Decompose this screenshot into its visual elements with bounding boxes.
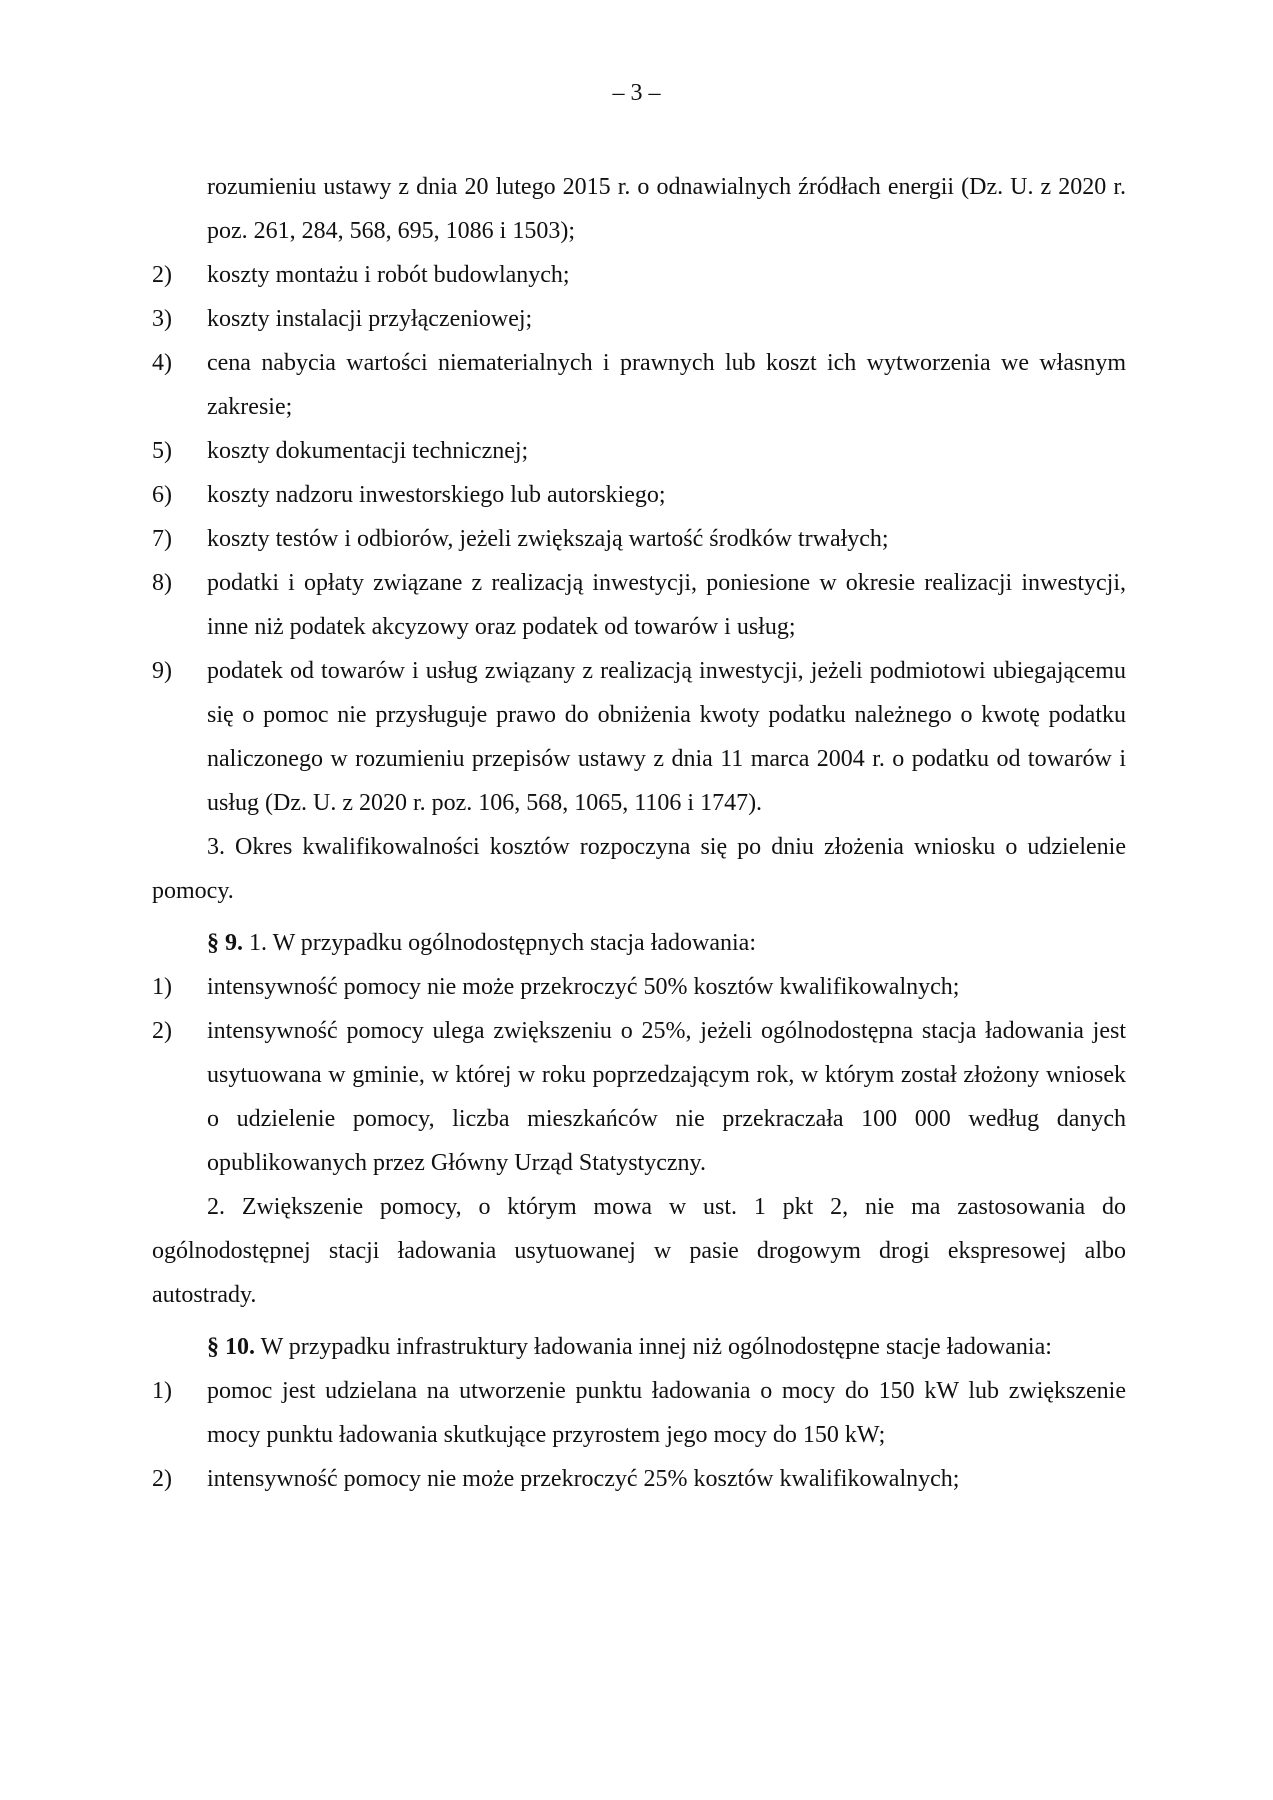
list-item xyxy=(152,1457,1126,1501)
document-body xyxy=(152,165,1126,1501)
list-item xyxy=(152,1009,1126,1185)
list-item-text: intensywność pomocy ulega zwiększeniu o 25%, jeżeli ogólnodostępna stacja ładowania jest usytuowana w gminie, w której w roku poprzedzającym rok, w którym został złożony wniosek o udzielenie pomocy, liczba mieszkańców nie przekraczała 100 000 według danych opublikowanych przez Główny Urząd Statystyczny. xyxy=(207,1018,1126,1176)
list-item-continuation: rozumieniu ustawy z dnia 20 lutego 2015 r. o odnawialnych źródłach energii (Dz. U. z 2020 r. poz. 261, 284, 568, 695, 1086 i 1503); xyxy=(207,174,1126,244)
list-item xyxy=(152,473,1126,517)
list-item-number: 1) xyxy=(152,1378,172,1404)
list-item-text: pomoc jest udzielana na utworzenie punktu ładowania o mocy do 150 kW lub zwiększenie mocy punktu ładowania skutkujące przyrostem jego mocy do 150 kW; xyxy=(207,1378,1126,1448)
list-item xyxy=(152,1369,1126,1457)
list-item xyxy=(152,561,1126,649)
section-10-label: § 10. xyxy=(207,1334,255,1360)
list-item xyxy=(152,429,1126,473)
section-10-heading xyxy=(152,1325,1126,1369)
list-item-number: 8) xyxy=(152,570,172,596)
list-item-number: 6) xyxy=(152,482,172,508)
list-item-text: intensywność pomocy nie może przekroczyć 25% kosztów kwalifikowalnych; xyxy=(207,1466,960,1492)
list-item-text: intensywność pomocy nie może przekroczyć 50% kosztów kwalifikowalnych; xyxy=(207,974,960,1000)
list-item xyxy=(152,341,1126,429)
list-item xyxy=(152,253,1126,297)
list-item-text: cena nabycia wartości niematerialnych i prawnych lub koszt ich wytworzenia we własnym zakresie; xyxy=(207,350,1126,420)
list-item-number: 3) xyxy=(152,306,172,332)
paragraph-3: 3. Okres kwalifikowalności kosztów rozpoczyna się po dniu złożenia wniosku o udzielenie pomocy. xyxy=(152,834,1126,904)
list-item-text: koszty instalacji przyłączeniowej; xyxy=(207,306,533,332)
list-item-number: 5) xyxy=(152,438,172,464)
list-item-text: koszty dokumentacji technicznej; xyxy=(207,438,529,464)
list-item-text: koszty testów i odbiorów, jeżeli zwiększają wartość środków trwałych; xyxy=(207,526,889,552)
section-9-heading xyxy=(152,921,1126,965)
list-item-number: 4) xyxy=(152,350,172,376)
list-item-text: koszty nadzoru inwestorskiego lub autorskiego; xyxy=(207,482,666,508)
section-9-label: § 9. xyxy=(207,930,243,956)
list-item-number: 9) xyxy=(152,658,172,684)
list-item-number: 7) xyxy=(152,526,172,552)
list-item-number: 1) xyxy=(152,974,172,1000)
list-item-text: podatki i opłaty związane z realizacją inwestycji, poniesione w okresie realizacji inwestycji, inne niż podatek akcyzowy oraz podatek od towarów i usług; xyxy=(207,570,1126,640)
list-item xyxy=(152,965,1126,1009)
list-item-text: podatek od towarów i usług związany z realizacją inwestycji, jeżeli podmiotowi ubiegającemu się o pomoc nie przysługuje prawo do obniżenia kwoty podatku należnego o kwotę podatku naliczonego w rozumieniu przepisów ustawy z dnia 11 marca 2004 r. o podatku od towarów i usług (Dz. U. z 2020 r. poz. 106, 568, 1065, 1106 i 1747). xyxy=(207,658,1126,816)
list-item xyxy=(152,517,1126,561)
section-10-intro: W przypadku infrastruktury ładowania innej niż ogólnodostępne stacje ładowania: xyxy=(255,1334,1052,1360)
list-item xyxy=(152,297,1126,341)
list-item-number: 2) xyxy=(152,1018,172,1044)
section-9-intro: 1. W przypadku ogólnodostępnych stacja ładowania: xyxy=(243,930,756,956)
section-9-paragraph-2: 2. Zwiększenie pomocy, o którym mowa w ust. 1 pkt 2, nie ma zastosowania do ogólnodostępnej stacji ładowania usytuowanej w pasie drogowym drogi ekspresowej albo autostrady. xyxy=(152,1194,1126,1308)
page-number: – 3 – xyxy=(612,80,661,106)
list-item xyxy=(152,649,1126,825)
list-item-number: 2) xyxy=(152,1466,172,1492)
list-item-text: koszty montażu i robót budowlanych; xyxy=(207,262,570,288)
list-item-number: 2) xyxy=(152,262,172,288)
